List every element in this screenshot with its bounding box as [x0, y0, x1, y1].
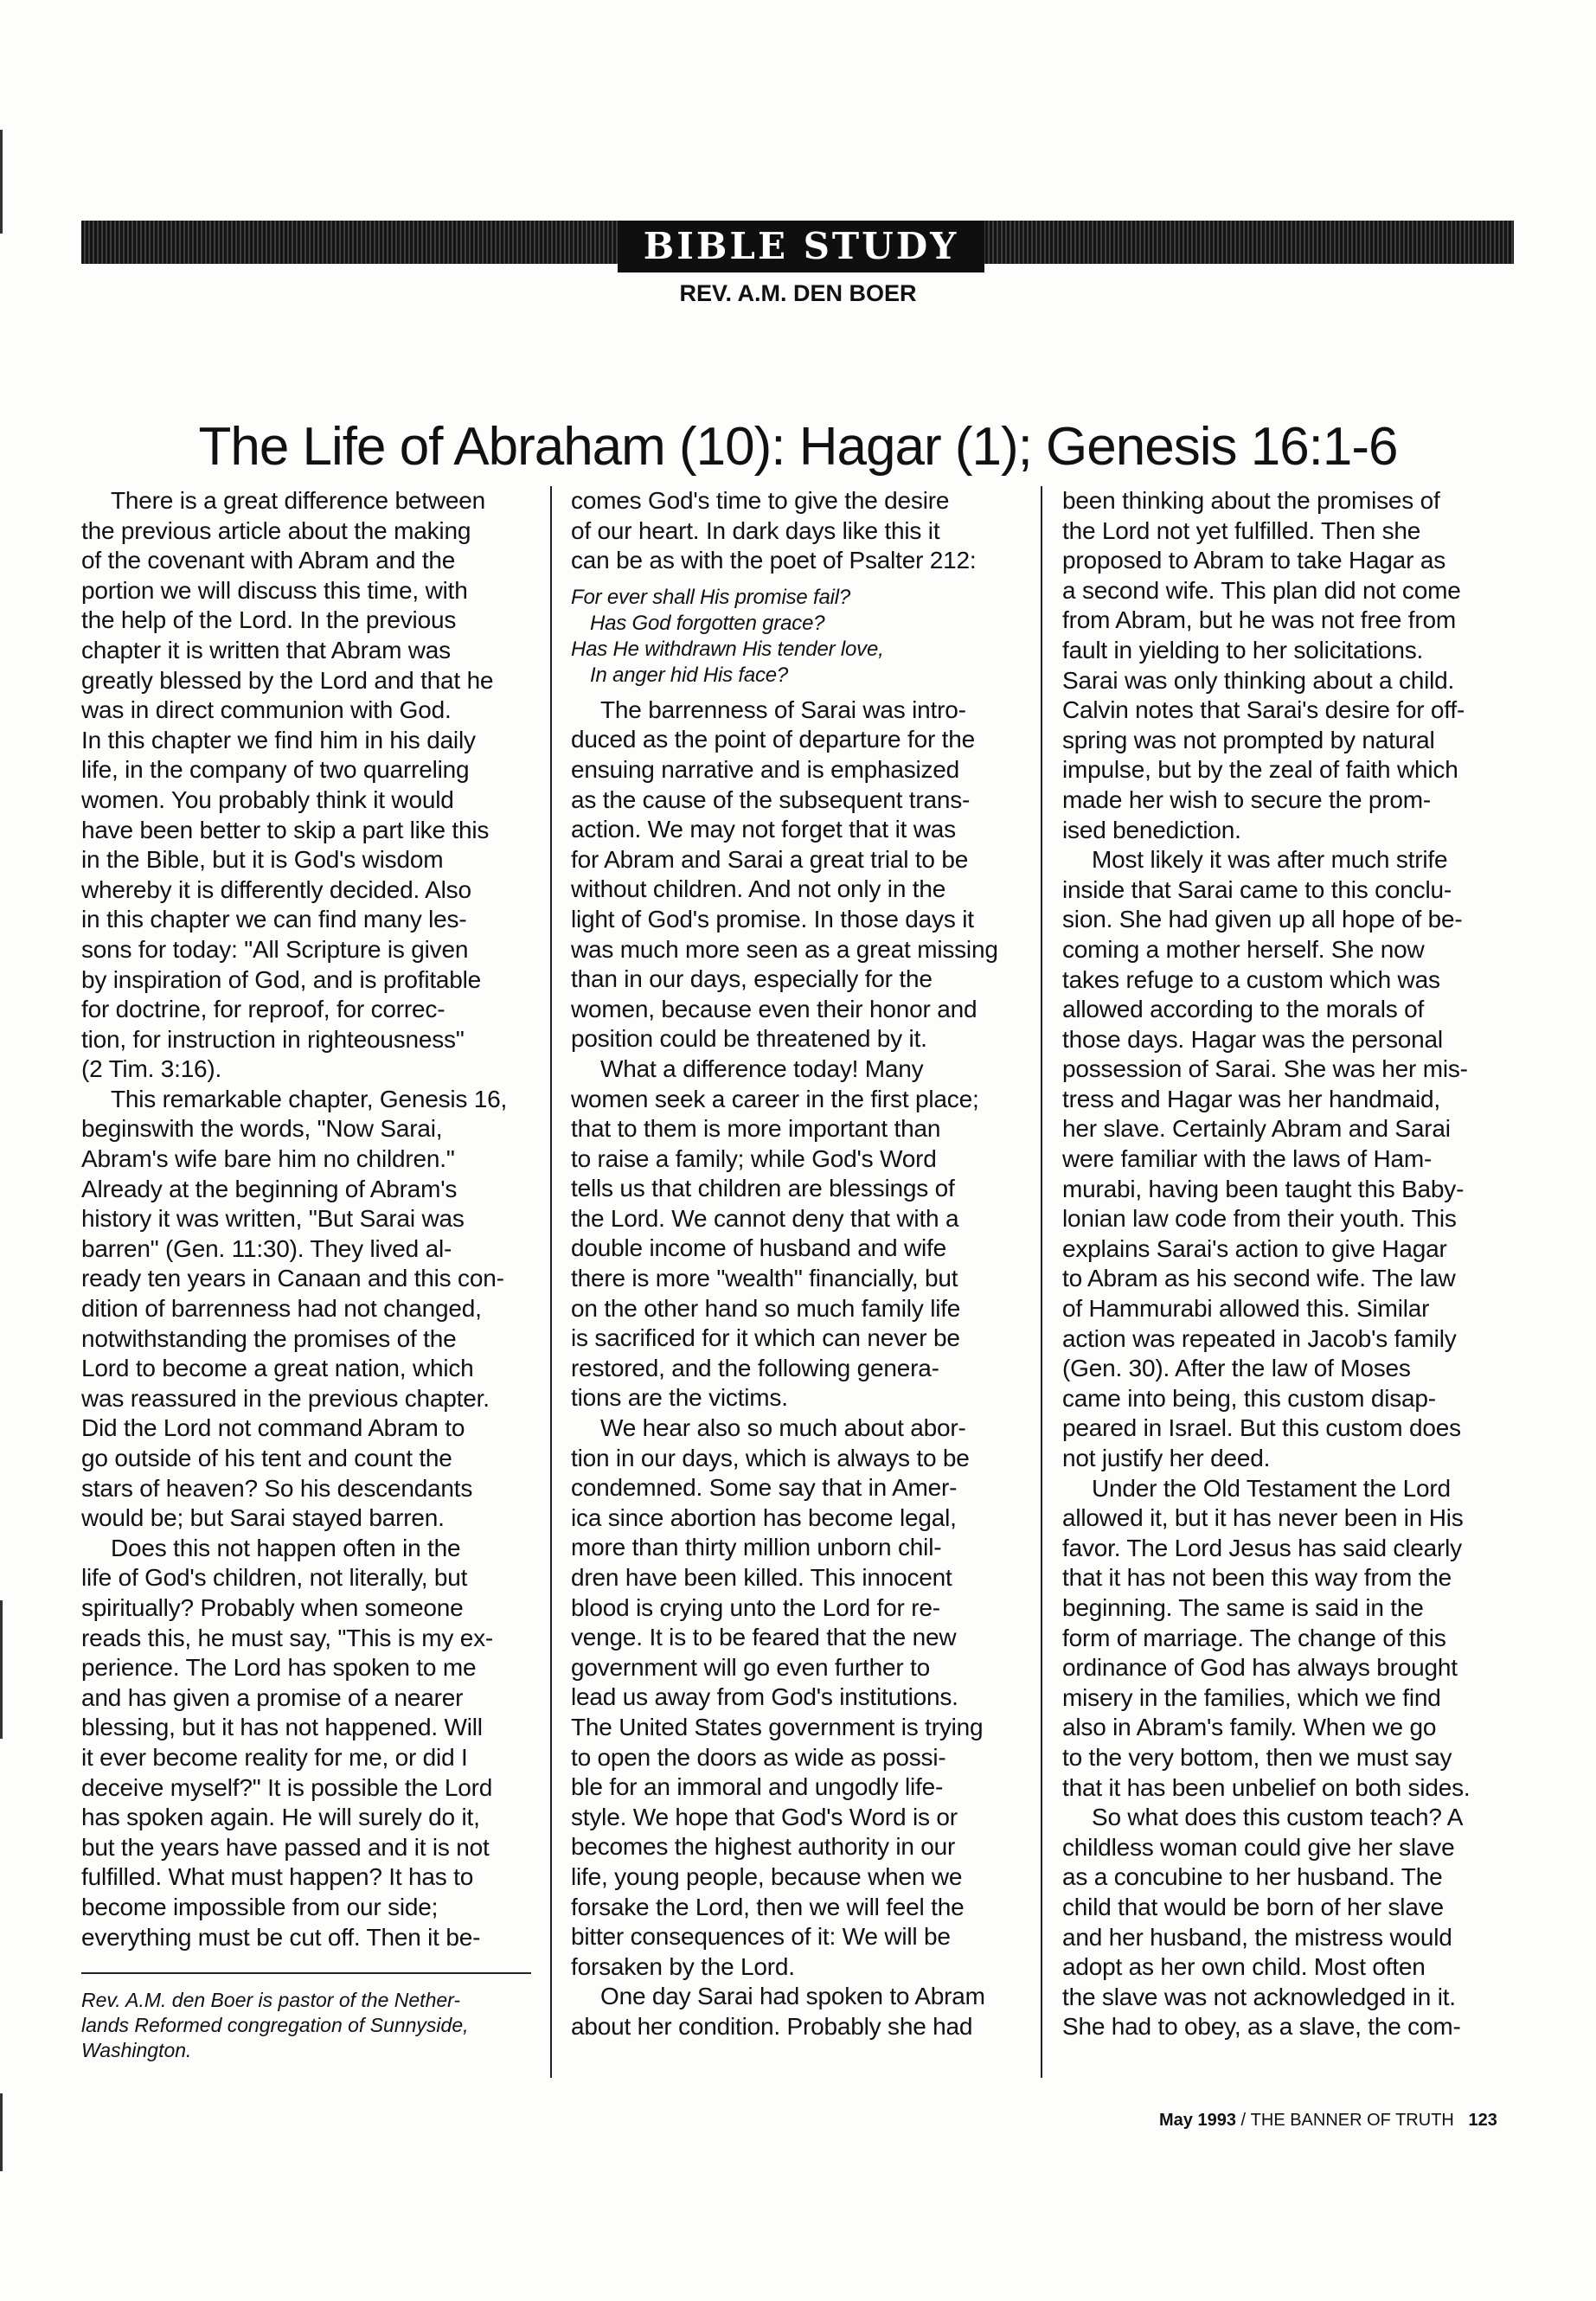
text-line: on the other hand so much family life [571, 1294, 961, 1322]
text-line: to the very bottom, then we must say [1062, 1743, 1452, 1771]
text-line: comes God's time to give the desire [571, 487, 950, 514]
text-line: reads this, he must say, "This is my ex- [81, 1624, 493, 1651]
text-line: This remarkable chapter, Genesis 16, [111, 1085, 508, 1112]
text-line: fault in yielding to her solicitations. [1062, 636, 1424, 663]
text-column-1 [81, 486, 531, 1952]
text-line: for Abram and Sarai a great trial to be [571, 845, 969, 873]
text-line: more than thirty million unborn chil- [571, 1534, 942, 1561]
text-line: impulse, but by the zeal of faith which [1062, 756, 1458, 784]
text-line: have been better to skip a part like this [81, 816, 490, 843]
text-line: life, young people, because when we [571, 1862, 963, 1890]
text-line: action was repeated in Jacob's family [1062, 1324, 1457, 1352]
text-line: position could be threatened by it. [571, 1025, 927, 1053]
text-line: takes refuge to a custom which was [1062, 965, 1440, 993]
text-line: about her condition. Probably she had [571, 2012, 973, 2040]
publication-name: THE BANNER OF TRUTH [1250, 2111, 1454, 2130]
text-line: Sarai was only thinking about a child. [1062, 666, 1455, 694]
text-line: that to them is more important than [571, 1115, 941, 1143]
text-line: spiritually? Probably when someone [81, 1593, 464, 1621]
text-line: without children. And not only in the [571, 875, 946, 903]
text-line: it ever become reality for me, or did I [81, 1743, 468, 1771]
text-line: form of marriage. The change of this [1062, 1624, 1446, 1651]
text-line: ordinance of God has always brought [1062, 1654, 1458, 1682]
footnote-rule [81, 1972, 531, 1974]
text-line: forsake the Lord, then we will feel the [571, 1893, 965, 1920]
text-line: blood is crying unto the Lord for re- [571, 1593, 940, 1621]
text-line: women. You probably think it would [81, 785, 454, 813]
text-line: allowed according to the morals of [1062, 996, 1425, 1023]
text-line: She had to obey, as a slave, the com- [1062, 2013, 1461, 2041]
text-line: dition of barrenness had not changed, [81, 1295, 482, 1323]
text-line: sion. She had given up all hope of be- [1062, 906, 1463, 933]
text-line: by inspiration of God, and is profitable [81, 965, 482, 993]
text-line: lonian law code from their youth. This [1062, 1205, 1457, 1233]
text-line: to Abram as his second wife. The law [1062, 1265, 1456, 1292]
text-line: forsaken by the Lord. [571, 1952, 795, 1980]
text-line: So what does this custom teach? A [1092, 1804, 1464, 1831]
text-line: been thinking about the promises of [1062, 487, 1440, 514]
text-line: lead us away from God's institutions. [571, 1683, 958, 1711]
text-line: for doctrine, for reproof, for correc- [81, 996, 445, 1023]
text-line: light of God's promise. In those days it [571, 905, 974, 933]
text-line: government will go even further to [571, 1653, 930, 1681]
footnote-line: Rev. A.M. den Boer is pastor of the Nether- [81, 1989, 461, 2011]
text-line: There is a great difference between [111, 487, 485, 514]
text-line: in the Bible, but it is God's wisdom [81, 846, 444, 874]
text-line: beginswith the words, "Now Sarai, [81, 1115, 443, 1143]
text-line: chapter it is written that Abram was [81, 636, 451, 663]
page-footer [1159, 2111, 1497, 2131]
text-line: tions are the victims. [571, 1384, 788, 1412]
text-line: allowed it, but it has never been in His [1062, 1504, 1464, 1532]
psalter-quote [571, 585, 1021, 689]
text-line: ble for an immoral and ungodly life- [571, 1773, 944, 1801]
text-line: those days. Hagar was the personal [1062, 1025, 1443, 1053]
column-divider [550, 486, 552, 2078]
text-line: barren" (Gen. 11:30). They lived al- [81, 1234, 452, 1262]
text-line: life, in the company of two quarreling [81, 756, 470, 784]
text-line: Under the Old Testament the Lord [1092, 1474, 1451, 1502]
text-line: of the covenant with Abram and the [81, 547, 456, 574]
text-line: that it has not been this way from the [1062, 1564, 1452, 1592]
text-line: as the cause of the subsequent trans- [571, 785, 971, 813]
text-line: perience. The Lord has spoken to me [81, 1654, 477, 1682]
text-line: adopt as her own child. Most often [1062, 1953, 1426, 1981]
text-line: becomes the highest authority in our [571, 1833, 956, 1861]
text-line: spring was not prompted by natural [1062, 726, 1435, 753]
text-line: fulfilled. What must happen? It has to [81, 1863, 474, 1891]
text-line: notwithstanding the promises of the [81, 1324, 457, 1352]
text-line: tion, for instruction in righteousness" [81, 1025, 465, 1053]
text-line: everything must be cut off. Then it be- [81, 1923, 481, 1951]
scan-edge-mark [0, 1600, 3, 1739]
text-line: not justify her deed. [1062, 1445, 1271, 1471]
text-line: portion we will discuss this time, with [81, 576, 468, 604]
text-line: would be; but Sarai stayed barren. [81, 1504, 445, 1532]
text-line: peared in Israel. But this custom does [1062, 1414, 1461, 1442]
poem-line: In anger hid His face? [590, 663, 789, 687]
text-line: dren have been killed. This innocent [571, 1564, 952, 1591]
poem-line: Has God forgotten grace? [590, 611, 825, 635]
text-line: to raise a family; while God's Word [571, 1144, 937, 1172]
text-line: was in direct communion with God. [81, 696, 452, 724]
text-line: proposed to Abram to take Hagar as [1062, 547, 1446, 574]
text-line: The barrenness of Sarai was intro- [600, 695, 966, 723]
text-line: The United States government is trying [571, 1713, 984, 1740]
text-line: to open the doors as wide as possi- [571, 1743, 946, 1771]
text-line: can be as with the poet of Psalter 212: [571, 547, 977, 574]
text-line: the help of the Lord. In the previous [81, 606, 457, 634]
text-line: life of God's children, not literally, but [81, 1564, 468, 1592]
text-line: there is more "wealth" financially, but [571, 1265, 958, 1292]
text-line: her slave. Certainly Abram and Sarai [1062, 1115, 1451, 1143]
footnote-line: Washington. [81, 2039, 192, 2061]
text-line: Abram's wife bare him no children." [81, 1145, 455, 1173]
poem-line: For ever shall His promise fail? [571, 585, 851, 609]
poem-line: Has He withdrawn His tender love, [571, 637, 884, 661]
text-line: condemned. Some say that in Amer- [571, 1474, 958, 1502]
text-line: duced as the point of departure for the [571, 726, 975, 753]
text-line: double income of husband and wife [571, 1234, 946, 1262]
text-line: One day Sarai had spoken to Abram [600, 1983, 985, 2010]
text-line: has spoken again. He will surely do it, [81, 1804, 480, 1831]
text-line: ised benediction. [1062, 816, 1241, 843]
scan-edge-mark [0, 2093, 3, 2171]
text-line: than in our days, especially for the [571, 965, 933, 993]
text-line: history it was written, "But Sarai was [81, 1205, 465, 1233]
text-line: Already at the beginning of Abram's [81, 1175, 458, 1202]
text-line: the slave was not acknowledged in it. [1062, 1983, 1456, 2010]
text-line: but the years have passed and it is not [81, 1833, 490, 1861]
text-line: ica since abortion has become legal, [571, 1503, 957, 1531]
text-line: favor. The Lord Jesus has said clearly [1062, 1534, 1462, 1561]
text-line: style. We hope that God's Word is or [571, 1803, 958, 1830]
text-line: Most likely it was after much strife [1092, 846, 1448, 874]
section-label: BIBLE STUDY [618, 221, 984, 272]
text-line: of our heart. In dark days like this it [571, 516, 940, 544]
text-line: stars of heaven? So his descendants [81, 1474, 473, 1502]
text-line: tion in our days, which is always to be [571, 1444, 970, 1471]
text-line: women seek a career in the first place; [571, 1085, 979, 1112]
text-line: bitter consequences of it: We will be [571, 1923, 951, 1951]
text-line: as a concubine to her husband. The [1062, 1863, 1443, 1891]
text-line: and her husband, the mistress would [1062, 1923, 1452, 1951]
text-line: restored, and the following genera- [571, 1354, 939, 1381]
text-line: were familiar with the laws of Ham- [1062, 1145, 1433, 1173]
text-line: tress and Hagar was her handmaid, [1062, 1085, 1440, 1112]
text-line: came into being, this custom disap- [1062, 1384, 1436, 1412]
footnote-line: lands Reformed congregation of Sunnyside, [81, 2014, 469, 2036]
author-footnote [81, 1988, 540, 2063]
text-line: greatly blessed by the Lord and that he [81, 666, 494, 694]
text-line: made her wish to secure the prom- [1062, 785, 1432, 813]
text-line: childless woman could give her slave [1062, 1833, 1455, 1861]
text-line: explains Sarai's action to give Hagar [1062, 1234, 1447, 1262]
text-line: the previous article about the making [81, 516, 471, 544]
text-line: ready ten years in Canaan and this con- [81, 1265, 504, 1292]
text-line: also in Abram's family. When we go [1062, 1714, 1437, 1741]
text-line: child that would be born of her slave [1062, 1893, 1444, 1920]
text-line: Did the Lord not command Abram to [81, 1414, 465, 1442]
text-line: the Lord not yet fulfilled. Then she [1062, 516, 1421, 544]
text-line: from Abram, but he was not free from [1062, 606, 1456, 634]
text-line: tells us that children are blessings of [571, 1175, 955, 1202]
text-line: whereby it is differently decided. Also [81, 875, 471, 903]
text-line: (2 Tim. 3:16). [81, 1055, 222, 1083]
text-line: of Hammurabi allowed this. Similar [1062, 1295, 1430, 1323]
text-line: murabi, having been taught this Baby- [1062, 1175, 1465, 1202]
text-line: coming a mother herself. She now [1062, 935, 1425, 963]
text-line: deceive myself?" It is possible the Lord [81, 1773, 493, 1801]
text-line: ensuing narrative and is emphasized [571, 755, 960, 783]
text-line: (Gen. 30). After the law of Moses [1062, 1355, 1411, 1382]
footer-separator: / [1240, 2111, 1247, 2130]
text-line: was much more seen as a great missing [571, 935, 998, 963]
text-line: become impossible from our side; [81, 1893, 439, 1920]
text-line: We hear also so much about abor- [600, 1414, 966, 1442]
scan-edge-mark [0, 130, 3, 234]
text-line: a second wife. This plan did not come [1062, 576, 1461, 604]
text-line: go outside of his tent and count the [81, 1445, 452, 1471]
author-byline: REV. A.M. DEN BOER [679, 280, 917, 306]
text-line: Lord to become a great nation, which [81, 1355, 474, 1382]
text-line: in this chapter we can find many les- [81, 906, 467, 933]
text-line: action. We may not forget that it was [571, 816, 956, 843]
text-line: Does this not happen often in the [111, 1534, 461, 1561]
text-line: possession of Sarai. She was her mis- [1062, 1055, 1468, 1083]
text-line: Calvin notes that Sarai's desire for off- [1062, 696, 1465, 724]
text-line: women, because even their honor and [571, 995, 977, 1022]
text-line: What a difference today! Many [600, 1054, 924, 1082]
article-title: The Life of Abraham (10): Hagar (1); Genesis 16:1-6 [198, 417, 1398, 477]
text-column-2 [571, 486, 1021, 2042]
text-line: the Lord. We cannot deny that with a [571, 1204, 959, 1232]
page-number: 123 [1468, 2111, 1497, 2130]
text-line: misery in the families, which we find [1062, 1683, 1441, 1711]
text-line: is sacrificed for it which can never be [571, 1324, 960, 1352]
column-divider [1041, 486, 1042, 2078]
text-line: In this chapter we find him in his daily [81, 726, 476, 753]
text-line: beginning. The same is said in the [1062, 1593, 1424, 1621]
text-line: and has given a promise of a nearer [81, 1683, 464, 1711]
text-line: that it has been unbelief on both sides. [1062, 1773, 1471, 1801]
text-line: inside that Sarai came to this conclu- [1062, 875, 1452, 903]
text-column-3 [1062, 486, 1512, 2042]
text-line: blessing, but it has not happened. Will [81, 1714, 483, 1741]
text-line: venge. It is to be feared that the new [571, 1624, 957, 1651]
text-line: was reassured in the previous chapter. [81, 1384, 490, 1412]
issue-date: May 1993 [1159, 2111, 1236, 2130]
text-line: sons for today: "All Scripture is given [81, 935, 469, 963]
